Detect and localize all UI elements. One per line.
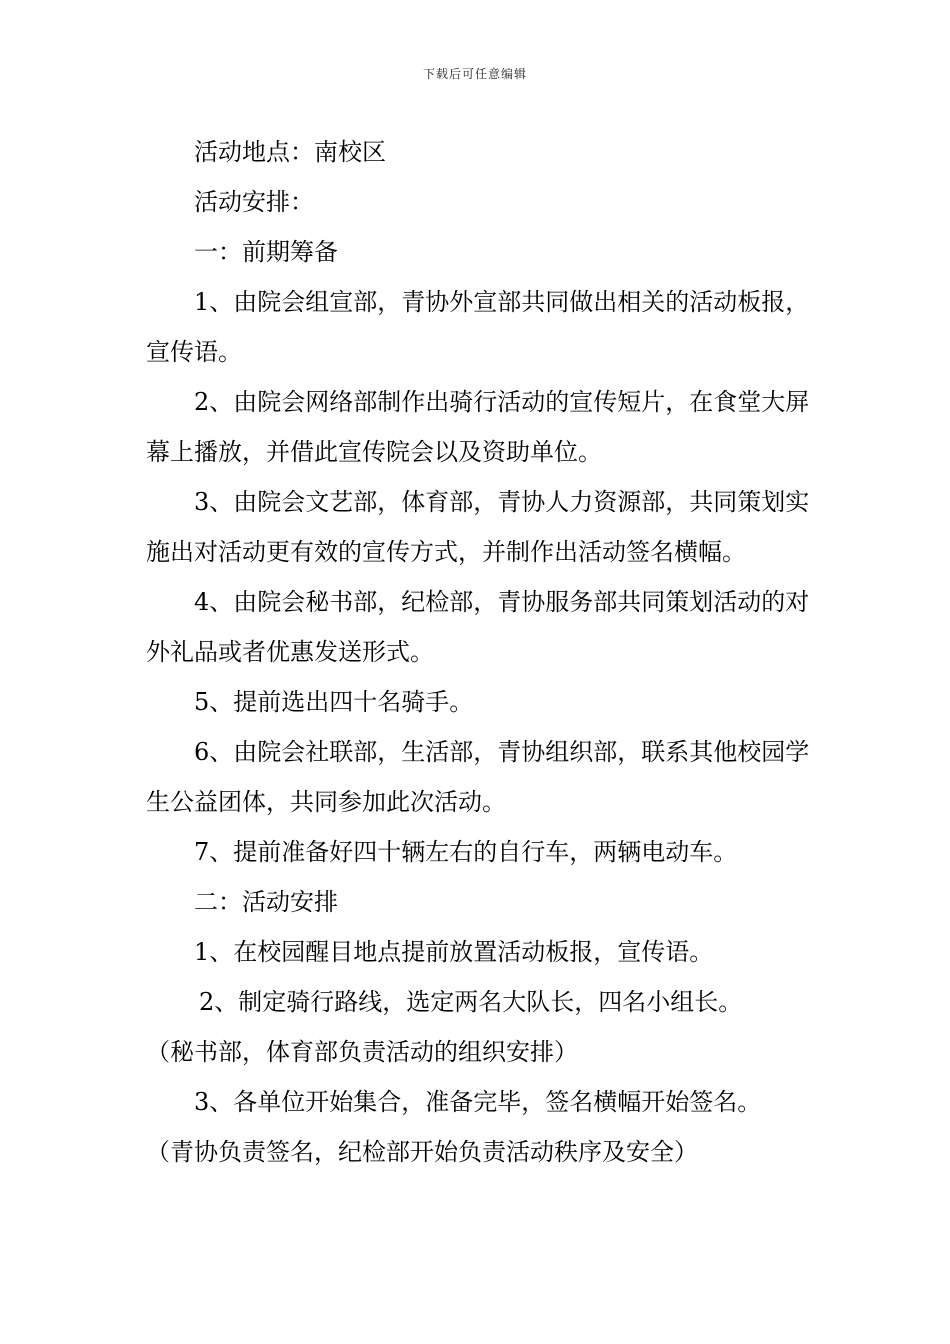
paragraph-prep-item-2: 2、由院会网络部制作出骑行活动的宣传短片，在食堂大屏幕上播放，并借此宣传院会以及资助单位。	[146, 388, 810, 466]
paragraph-prep-item-7: 7、提前准备好四十辆左右的自行车，两辆电动车。	[194, 838, 738, 866]
paragraph-arrange-item-3: 3、各单位开始集合，准备完毕，签名横幅开始签名。	[194, 1088, 762, 1116]
paragraph-location: 活动地点：南校区	[194, 138, 386, 166]
section-heading-arrangement: 二：活动安排	[194, 888, 338, 916]
paragraph-arrange-item-2: 2、制定骑行路线，选定两名大队长，四名小组长。	[199, 988, 743, 1016]
paragraph-prep-item-5: 5、提前选出四十名骑手。	[194, 688, 474, 716]
paragraph-prep-item-3: 3、由院会文艺部，体育部，青协人力资源部，共同策划实施出对活动更有效的宣传方式，并制作出活动签名横幅。	[146, 488, 810, 566]
paragraph-arrange-item-2-note: （秘书部，体育部负责活动的组织安排）	[146, 1038, 578, 1066]
page-header: 下载后可任意编辑	[422, 67, 527, 81]
paragraph-prep-item-6: 6、由院会社联部，生活部，青协组织部，联系其他校园学生公益团体，共同参加此次活动。	[146, 738, 810, 816]
paragraph-arrange-item-1: 1、在校园醒目地点提前放置活动板报，宣传语。	[194, 938, 714, 966]
section-heading-preparation: 一：前期筹备	[194, 238, 338, 266]
paragraph-prep-item-1: 1、由院会组宣部，青协外宣部共同做出相关的活动板报，宣传语。	[146, 288, 810, 366]
paragraph-prep-item-4: 4、由院会秘书部，纪检部，青协服务部共同策划活动的对外礼品或者优惠发送形式。	[146, 588, 810, 666]
paragraph-arrange-item-3-note: （青协负责签名，纪检部开始负责活动秩序及安全）	[146, 1138, 698, 1166]
document-body	[146, 127, 810, 1177]
paragraph-schedule-heading: 活动安排：	[194, 188, 314, 216]
